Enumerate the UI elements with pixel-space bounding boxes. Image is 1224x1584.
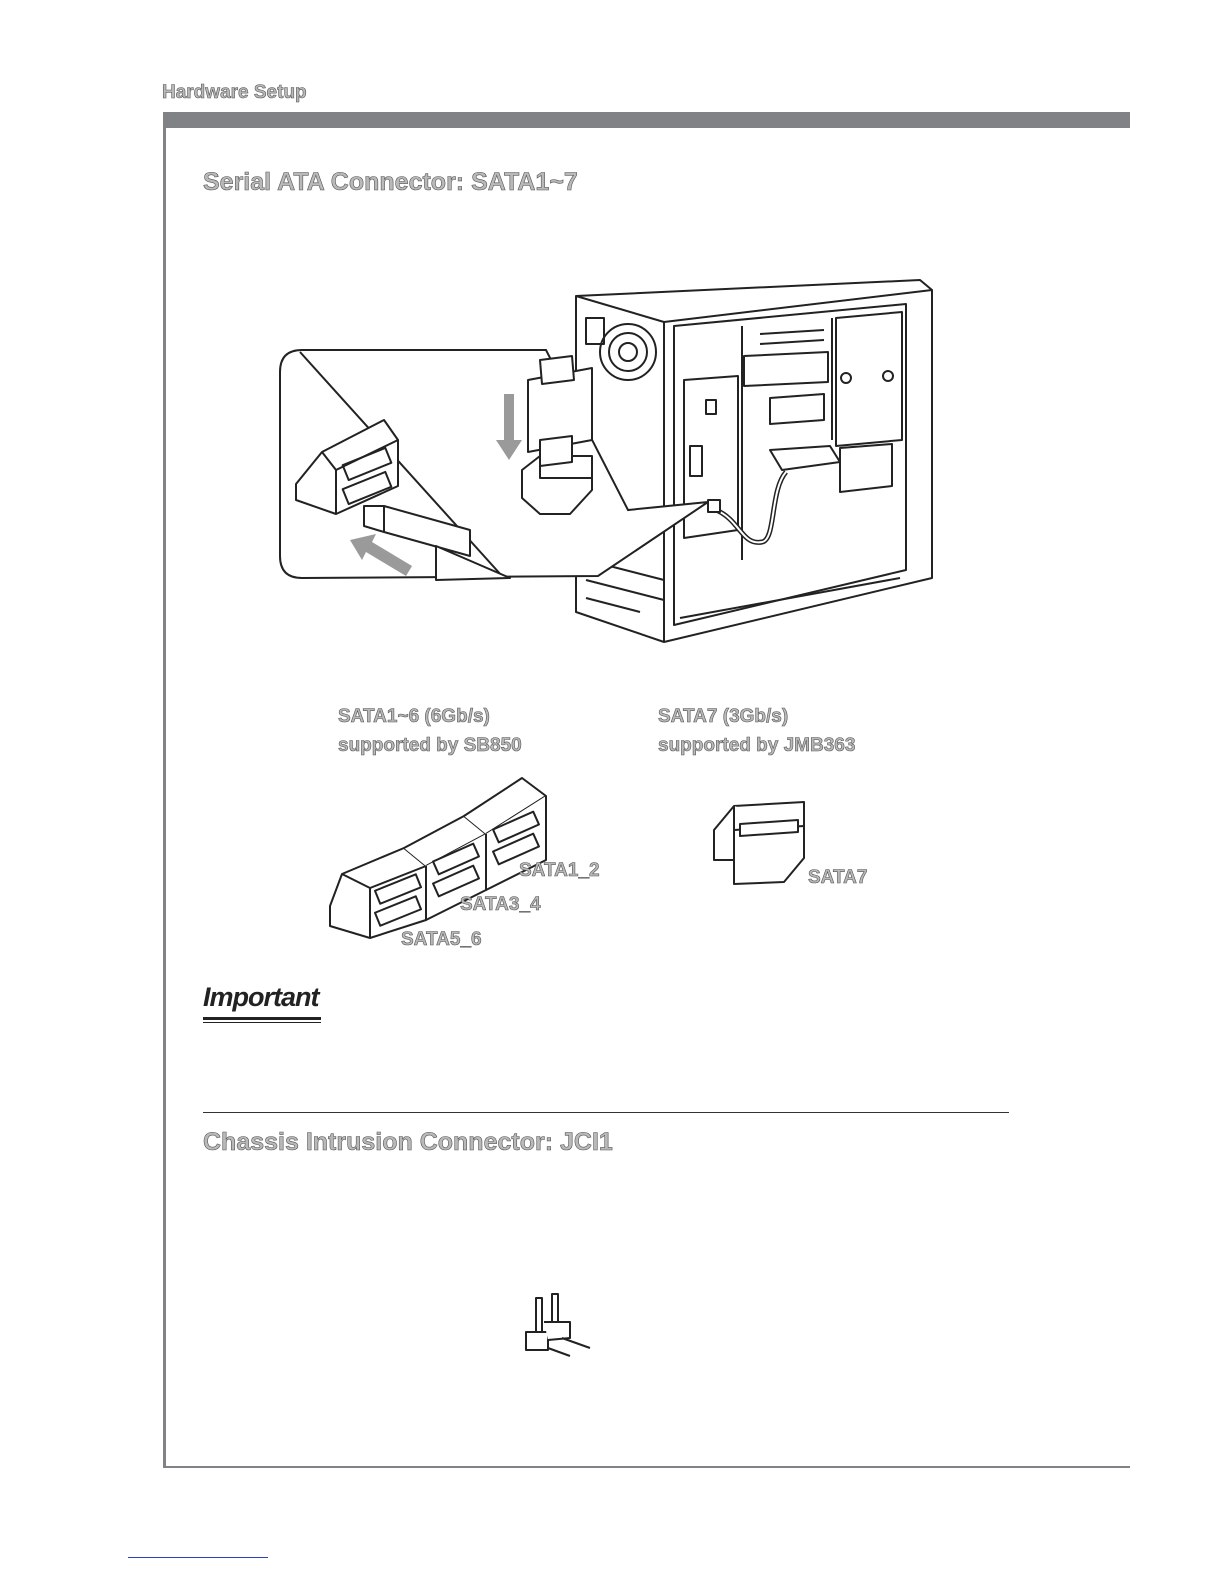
sata12-label: SATA1_2 xyxy=(519,860,600,881)
important-underline xyxy=(203,1017,321,1020)
jci1-header-diagram xyxy=(522,1292,602,1362)
sata16-speed-label: SATA1~6 (6Gb/s) xyxy=(338,706,490,727)
bottom-margin-rule xyxy=(163,1466,1130,1468)
section-divider xyxy=(203,1112,1009,1113)
jci-section-title: Chassis Intrusion Connector: JCI1 xyxy=(203,1128,613,1156)
sata56-label: SATA5_6 xyxy=(401,929,482,950)
header-bar xyxy=(164,112,1130,128)
sata34-label: SATA3_4 xyxy=(460,894,541,915)
important-heading: Important xyxy=(203,982,319,1012)
sata7-label: SATA7 xyxy=(808,867,868,888)
sata7-speed-label: SATA7 (3Gb/s) xyxy=(658,706,789,727)
footer-link-underline xyxy=(128,1557,268,1558)
sata16-chipset-label: supported by SB850 xyxy=(338,735,522,756)
sata7-connector-diagram xyxy=(712,798,812,888)
sata7-chipset-label: supported by JMB363 xyxy=(658,735,856,756)
page-header-label: Hardware Setup xyxy=(162,82,307,103)
important-underline-thin xyxy=(203,1022,321,1023)
sata-installation-illustration xyxy=(0,260,1224,940)
sata-section-title: Serial ATA Connector: SATA1~7 xyxy=(203,168,578,196)
